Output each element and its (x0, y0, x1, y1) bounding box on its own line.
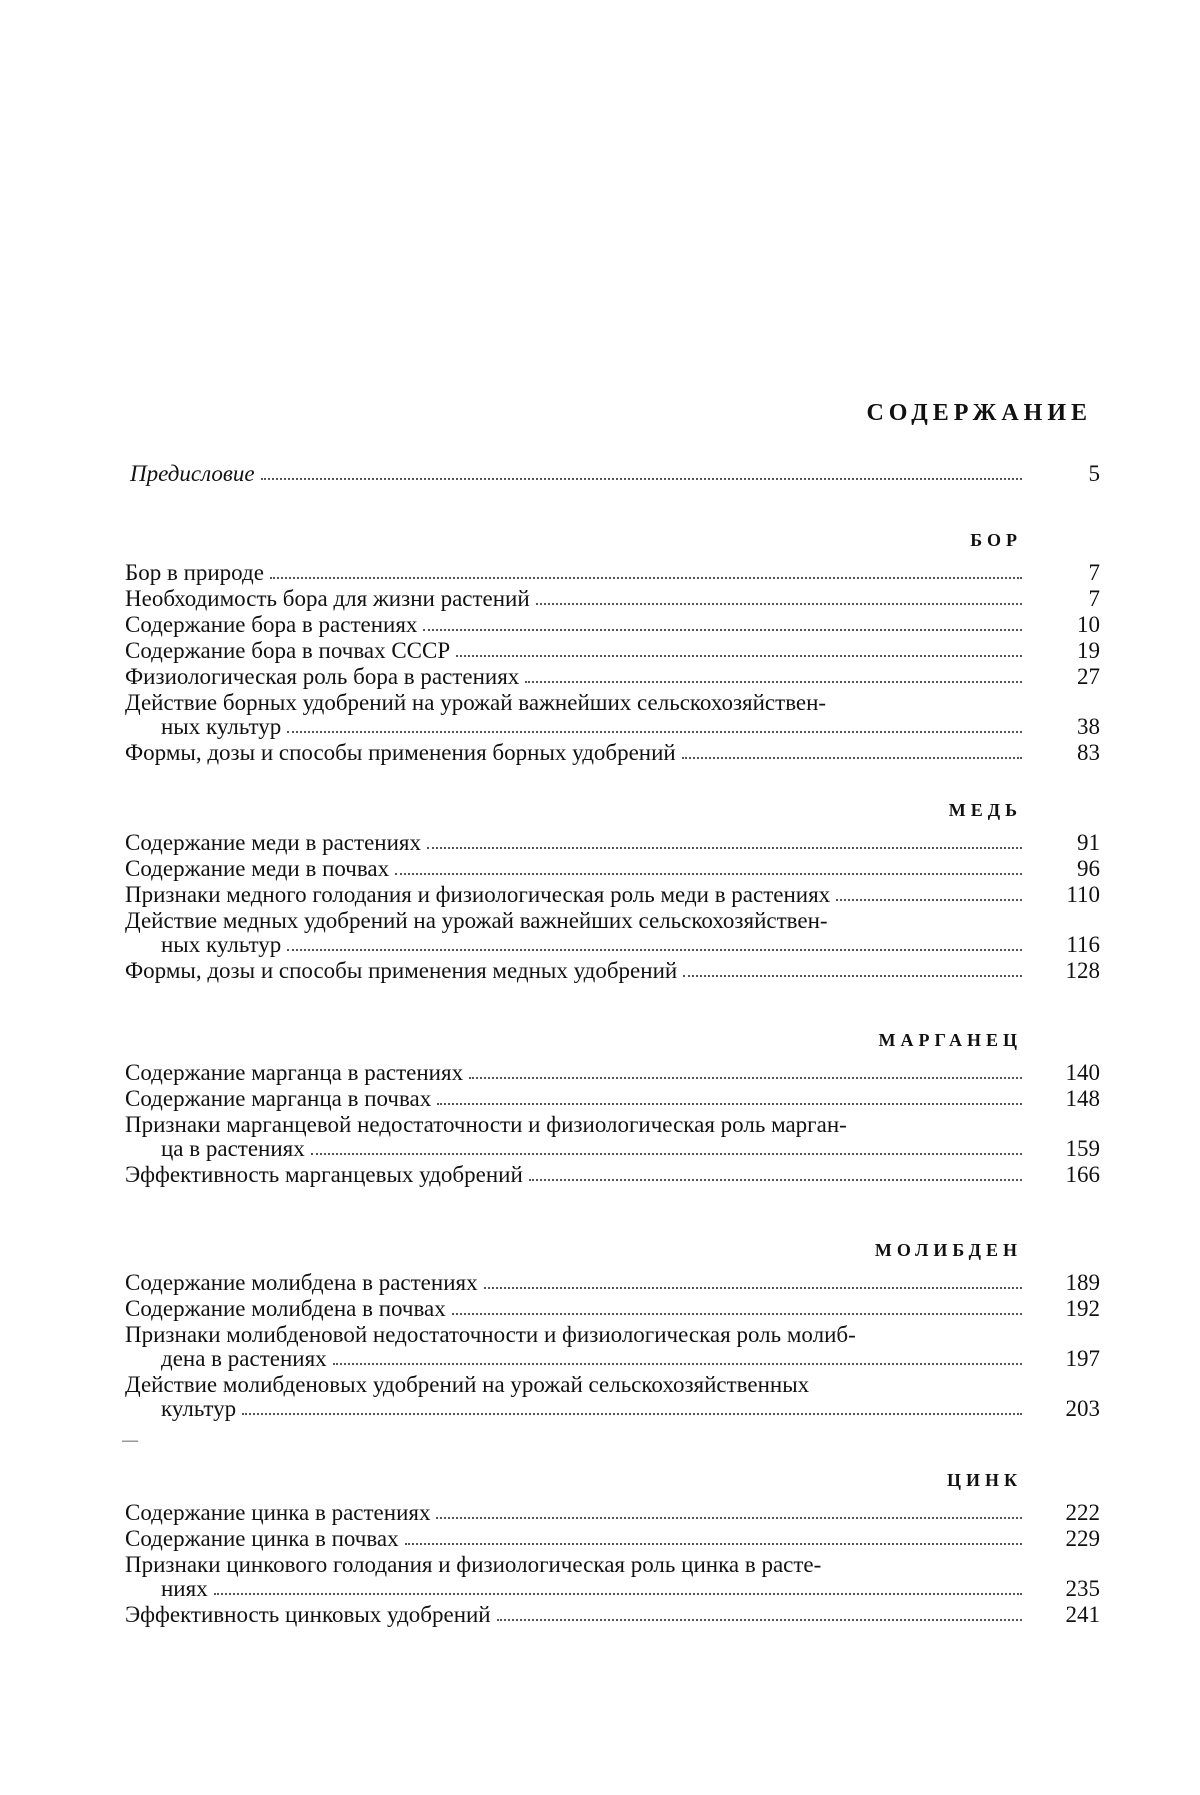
toc-entry (125, 1087, 1100, 1111)
toc-entry (125, 1501, 1100, 1525)
toc-entry-title: Содержание молибдена в растениях (125, 1270, 478, 1295)
toc-entry (125, 561, 1100, 585)
toc-entry-page: 203 (1065, 1396, 1100, 1421)
toc-entry (125, 613, 1100, 637)
dot-leader (287, 949, 1022, 951)
toc-entry-page: 7 (1088, 560, 1100, 585)
toc-entry-continuation: ных культур (161, 714, 282, 739)
toc-entry (125, 1603, 1100, 1627)
toc-entry-continuation: ных культур (161, 932, 282, 957)
toc-entry-page: 27 (1077, 664, 1100, 689)
dot-leader (469, 1077, 1022, 1079)
toc-entry-title: Признаки цинкового голодания и физиологическая роль цинка в расте- (125, 1552, 822, 1577)
toc-entry-page: 5 (1088, 461, 1100, 486)
toc-entry-title: Бор в природе (125, 560, 264, 585)
toc-entry (125, 909, 1100, 957)
scan-mark: — (122, 1432, 138, 1449)
toc-entry-page: 116 (1066, 932, 1100, 957)
toc-entry (125, 639, 1100, 663)
dot-leader (427, 847, 1022, 849)
dot-leader (261, 478, 1022, 480)
toc-entry (125, 1271, 1100, 1295)
dot-leader (287, 731, 1022, 733)
toc-entry-page: 7 (1088, 586, 1100, 611)
toc-entry-continuation: дена в растениях (161, 1346, 327, 1371)
toc-entry-page: 189 (1065, 1270, 1100, 1295)
dot-leader (311, 1153, 1022, 1155)
toc-entry (125, 1373, 1100, 1421)
toc-entry (125, 665, 1100, 689)
toc-entry-page: 192 (1065, 1296, 1100, 1321)
toc-section (125, 1240, 1100, 1423)
toc-entry-title: Признаки марганцевой недостаточности и физиологическая роль марган- (125, 1112, 847, 1137)
toc-entry-title: Содержание молибдена в почвах (125, 1296, 446, 1321)
page-title: СОДЕРЖАНИЕ (866, 400, 1092, 426)
toc-entry-title: Эффективность марганцевых удобрений (125, 1162, 523, 1187)
dot-leader (423, 629, 1022, 631)
toc-entry-title: Содержание марганца в почвах (125, 1086, 432, 1111)
toc-entry-title: Содержание меди в почвах (125, 856, 390, 881)
toc-entry-title: Содержание цинка в почвах (125, 1526, 399, 1551)
toc-entry-title: Содержание меди в растениях (125, 830, 421, 855)
section-heading: МЕДЬ (948, 800, 1022, 820)
toc-entry-title: Признаки медного голодания и физиологическая роль меди в растениях (125, 882, 831, 907)
toc-section (125, 1030, 1100, 1189)
toc-entry-page: 222 (1065, 1500, 1100, 1525)
dot-leader (405, 1543, 1022, 1545)
toc-entry (125, 831, 1100, 855)
toc-entry (125, 883, 1100, 907)
toc-entry-page: 166 (1065, 1162, 1100, 1187)
toc-entry (125, 587, 1100, 611)
toc-entry (125, 1163, 1100, 1187)
toc-entry-title: Действие борных удобрений на урожай важнейших сельскохозяйствен- (125, 690, 827, 715)
toc-entry-page: 241 (1065, 1602, 1100, 1627)
toc-entry-page: 197 (1065, 1346, 1100, 1371)
toc-entry-page: 10 (1077, 612, 1100, 637)
toc-entry (125, 1527, 1100, 1551)
toc-entry (125, 857, 1100, 881)
toc-entry-page: 19 (1077, 638, 1100, 663)
toc-entry-page: 96 (1077, 856, 1100, 881)
section-heading: МОЛИБДЕН (874, 1240, 1022, 1260)
toc-entry-page: 83 (1077, 740, 1100, 765)
toc-section (125, 800, 1100, 985)
toc-entry-title: Содержание бора в почвах СССР (125, 638, 451, 663)
toc-entry-page: 110 (1066, 882, 1100, 907)
dot-leader (529, 1179, 1022, 1181)
dot-leader (683, 975, 1022, 977)
toc-entry-title: Содержание цинка в растениях (125, 1500, 431, 1525)
toc-entry (125, 1061, 1100, 1085)
toc-entry-preface (130, 462, 1100, 486)
toc-entry-continuation: ниях (161, 1576, 208, 1601)
toc-entry-continuation: ца в растениях (161, 1136, 305, 1161)
toc-entry (125, 1113, 1100, 1161)
dot-leader (836, 899, 1022, 901)
dot-leader (214, 1593, 1022, 1595)
toc-entry-title: Необходимость бора для жизни растений (125, 586, 530, 611)
dot-leader (484, 1287, 1022, 1289)
dot-leader (333, 1363, 1022, 1365)
dot-leader (270, 577, 1022, 579)
toc-entry-page: 140 (1065, 1060, 1100, 1085)
toc-entry-title: Содержание марганца в растениях (125, 1060, 464, 1085)
toc-entry (125, 959, 1100, 983)
dot-leader (456, 655, 1022, 657)
dot-leader (437, 1103, 1022, 1105)
toc-entry (125, 1297, 1100, 1321)
toc-entry (125, 691, 1100, 739)
toc-entry-page: 91 (1077, 830, 1100, 855)
toc-entry (125, 741, 1100, 765)
section-heading: МАРГАНЕЦ (878, 1030, 1022, 1050)
dot-leader (452, 1313, 1022, 1315)
toc-entry-page: 128 (1065, 958, 1100, 983)
toc-entry-page: 229 (1065, 1526, 1100, 1551)
toc-entry-page: 148 (1065, 1086, 1100, 1111)
dot-leader (242, 1413, 1022, 1415)
toc-entry-page: 38 (1077, 714, 1100, 739)
toc-section (125, 530, 1100, 767)
dot-leader (682, 757, 1022, 759)
toc-entry-title: Действие молибденовых удобрений на урожай сельскохозяйственных (125, 1372, 810, 1397)
toc-entry (125, 1323, 1100, 1371)
toc-entry-title: Содержание бора в растениях (125, 612, 418, 637)
toc-entry-title: Формы, дозы и способы применения медных удобрений (125, 958, 678, 983)
toc-entry-continuation: культур (161, 1396, 237, 1421)
toc-entry-title: Предисловие (130, 461, 255, 486)
toc-entry (125, 1553, 1100, 1601)
toc-entry-title: Действие медных удобрений на урожай важнейших сельскохозяйствен- (125, 908, 828, 933)
dot-leader (395, 873, 1022, 875)
toc-section (125, 1470, 1100, 1629)
toc-entry-page: 159 (1065, 1136, 1100, 1161)
toc-entry-page: 235 (1065, 1576, 1100, 1601)
dot-leader (536, 603, 1022, 605)
toc-entry-title: Эффективность цинковых удобрений (125, 1602, 491, 1627)
dot-leader (525, 681, 1022, 683)
toc-entry-title: Формы, дозы и способы применения борных удобрений (125, 740, 676, 765)
section-heading: ЦИНК (946, 1470, 1022, 1490)
section-heading: БОР (970, 530, 1022, 550)
dot-leader (436, 1517, 1022, 1519)
dot-leader (497, 1619, 1022, 1621)
toc-entry-title: Признаки молибденовой недостаточности и физиологическая роль молиб- (125, 1322, 856, 1347)
toc-entry-title: Физиологическая роль бора в растениях (125, 664, 520, 689)
